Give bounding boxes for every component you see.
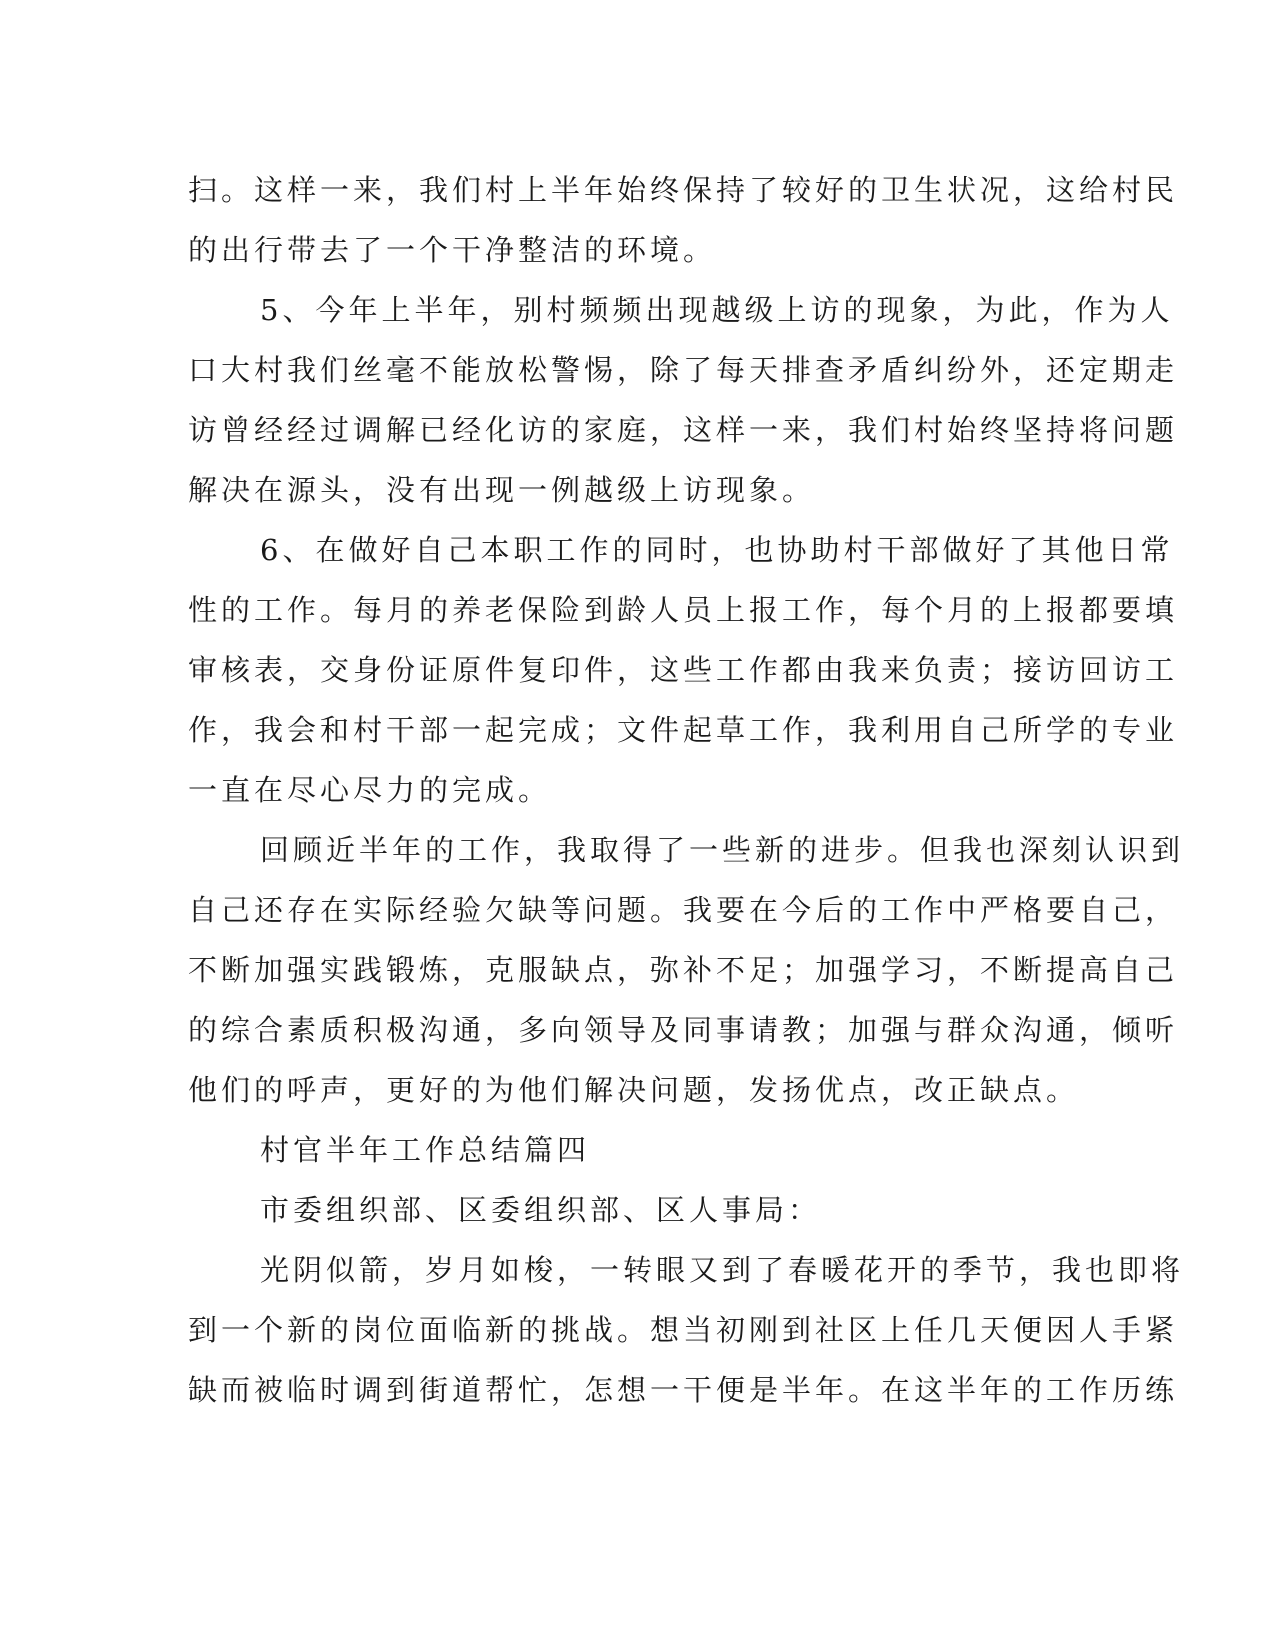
paragraph-item-6: 6、在做好自己本职工作的同时，也协助村干部做好了其他日常: [260, 533, 1174, 567]
text-line: 审核表，交身份证原件复印件，这些工作都由我来负责；接访回访工: [188, 653, 1179, 687]
text-line: 解决在源头，没有出现一例越级上访现象。: [188, 473, 816, 507]
text-line: 访曾经经过调解已经化访的家庭，这样一来，我们村始终坚持将问题: [188, 413, 1179, 447]
section-heading: 村官半年工作总结篇四: [260, 1133, 591, 1167]
text-line: 缺而被临时调到街道帮忙，怎想一干便是半年。在这半年的工作历练: [188, 1373, 1179, 1407]
text-line: 的综合素质积极沟通，多向领导及同事请教；加强与群众沟通，倾听: [188, 1013, 1179, 1047]
text-line: 他们的呼声，更好的为他们解决问题，发扬优点，改正缺点。: [188, 1073, 1080, 1107]
text-line: 性的工作。每月的养老保险到龄人员上报工作，每个月的上报都要填: [188, 593, 1179, 627]
text-line: 自己还存在实际经验欠缺等问题。我要在今后的工作中严格要自己，: [188, 893, 1179, 927]
text-line: 扫。这样一来，我们村上半年始终保持了较好的卫生状况，这给村民: [188, 173, 1179, 207]
salutation: 市委组织部、区委组织部、区人事局：: [260, 1193, 822, 1227]
review-paragraph: 回顾近半年的工作，我取得了一些新的进步。但我也深刻认识到: [260, 833, 1185, 867]
opening-paragraph: 光阴似箭，岁月如梭，一转眼又到了春暖花开的季节，我也即将: [260, 1253, 1185, 1287]
text-line: 的出行带去了一个干净整洁的环境。: [188, 233, 717, 267]
text-line: 一直在尽心尽力的完成。: [188, 773, 552, 807]
text-line: 口大村我们丝毫不能放松警惕，除了每天排查矛盾纠纷外，还定期走: [188, 353, 1179, 387]
text-line: 不断加强实践锻炼，克服缺点，弥补不足；加强学习，不断提高自己: [188, 953, 1179, 987]
document-body: [188, 160, 1185, 1420]
text-line: 到一个新的岗位面临新的挑战。想当初刚到社区上任几天便因人手紧: [188, 1313, 1179, 1347]
text-line: 作，我会和村干部一起完成；文件起草工作，我利用自己所学的专业: [188, 713, 1179, 747]
paragraph-item-5: 5、今年上半年，别村频频出现越级上访的现象，为此，作为人: [260, 293, 1174, 327]
